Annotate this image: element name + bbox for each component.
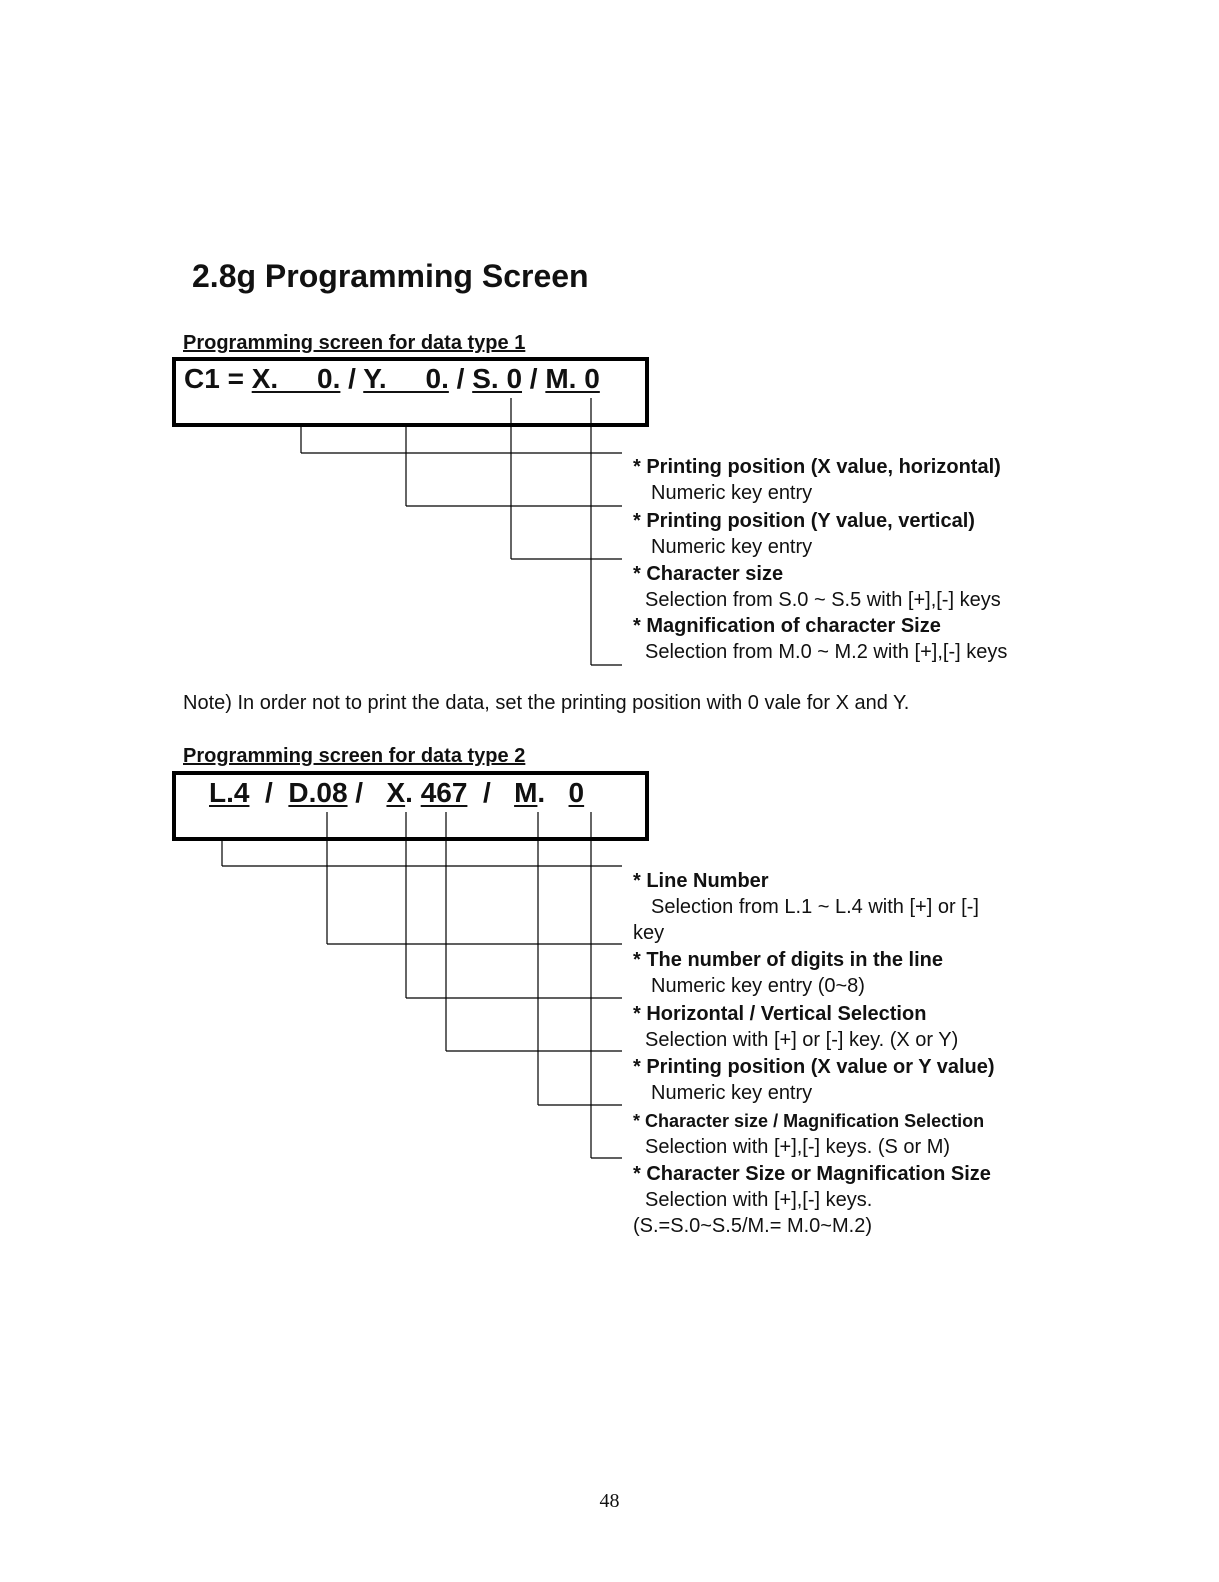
callout-desc: Selection from M.0 ~ M.2 with [+],[-] keys xyxy=(645,641,1008,663)
page-title: 2.8g Programming Screen xyxy=(192,258,589,294)
callout-desc-cont: (S.=S.0~S.5/M.= M.0~M.2) xyxy=(633,1215,872,1237)
x-selection-field: X xyxy=(386,777,406,808)
page-number: 48 xyxy=(599,1490,620,1512)
callout-desc: Selection with [+],[-] keys. xyxy=(645,1189,873,1211)
callout-line-number xyxy=(633,868,979,946)
callout-desc-cont: key xyxy=(633,922,665,944)
section2-title: Programming screen for data type 2 xyxy=(183,745,526,767)
callout-size-mag-value xyxy=(633,1161,991,1239)
screen-prefix: C1 = xyxy=(184,363,252,394)
separator: / xyxy=(448,363,473,394)
callout-desc: Selection from S.0 ~ S.5 with [+],[-] keys xyxy=(645,589,1001,611)
callout-title: * The number of digits in the line xyxy=(633,949,944,971)
m-selection-field: M xyxy=(514,777,538,808)
callout-title: * Printing position (Y value, vertical) xyxy=(633,510,975,532)
callout-title: * Line Number xyxy=(633,870,769,892)
separator: . xyxy=(405,777,421,808)
separator: / xyxy=(467,777,515,808)
separator: / xyxy=(249,777,289,808)
screen-text-type2 xyxy=(209,777,584,809)
callout-title: * Horizontal / Vertical Selection xyxy=(633,1003,927,1025)
callout-title: * Character size / Magnification Selection xyxy=(633,1111,985,1131)
callout-desc: Numeric key entry xyxy=(651,536,813,558)
l-field: L.4 xyxy=(209,777,250,808)
callout-y-position xyxy=(633,508,975,560)
callout-desc: Selection with [+],[-] keys. (S or M) xyxy=(645,1136,951,1158)
callout-digits xyxy=(633,947,943,999)
x-field: X. 0. xyxy=(251,363,341,394)
separator: / xyxy=(347,777,387,808)
s-field: S. 0 xyxy=(472,363,523,394)
callout-hv-selection xyxy=(633,1001,958,1053)
separator: / xyxy=(340,363,364,394)
callout-magnification xyxy=(633,613,1007,665)
section1-title: Programming screen for data type 1 xyxy=(183,332,526,354)
callout-printing-position xyxy=(633,1054,995,1106)
note-text: Note) In order not to print the data, set the printing position with 0 vale for X and Y. xyxy=(183,692,910,714)
m-value-field: 0 xyxy=(568,777,585,808)
callout-size-mag-selection xyxy=(633,1108,984,1160)
callout-desc: Numeric key entry (0~8) xyxy=(651,975,865,997)
callout-title: * Printing position (X value, horizontal) xyxy=(633,456,1001,478)
callout-title: * Character size xyxy=(633,563,784,585)
callout-desc: Numeric key entry xyxy=(651,1082,813,1104)
separator: / xyxy=(522,363,546,394)
callout-title: * Character Size or Magnification Size xyxy=(633,1163,991,1185)
callout-title: * Printing position (X value or Y value) xyxy=(633,1056,995,1078)
programming-screen-type2 xyxy=(172,771,649,841)
callout-desc: Numeric key entry xyxy=(651,482,813,504)
callout-desc: Selection from L.1 ~ L.4 with [+] or [-] xyxy=(651,896,979,918)
callout-desc: Selection with [+] or [-] key. (X or Y) xyxy=(645,1029,959,1051)
d-field: D.08 xyxy=(288,777,348,808)
callout-character-size xyxy=(633,561,1001,613)
x-value-field: 467 xyxy=(420,777,468,808)
callout-x-position xyxy=(633,454,1001,506)
callout-title: * Magnification of character Size xyxy=(633,615,941,637)
y-field: Y. 0. xyxy=(363,363,449,394)
m-field: M. 0 xyxy=(545,363,600,394)
separator: . xyxy=(537,777,569,808)
